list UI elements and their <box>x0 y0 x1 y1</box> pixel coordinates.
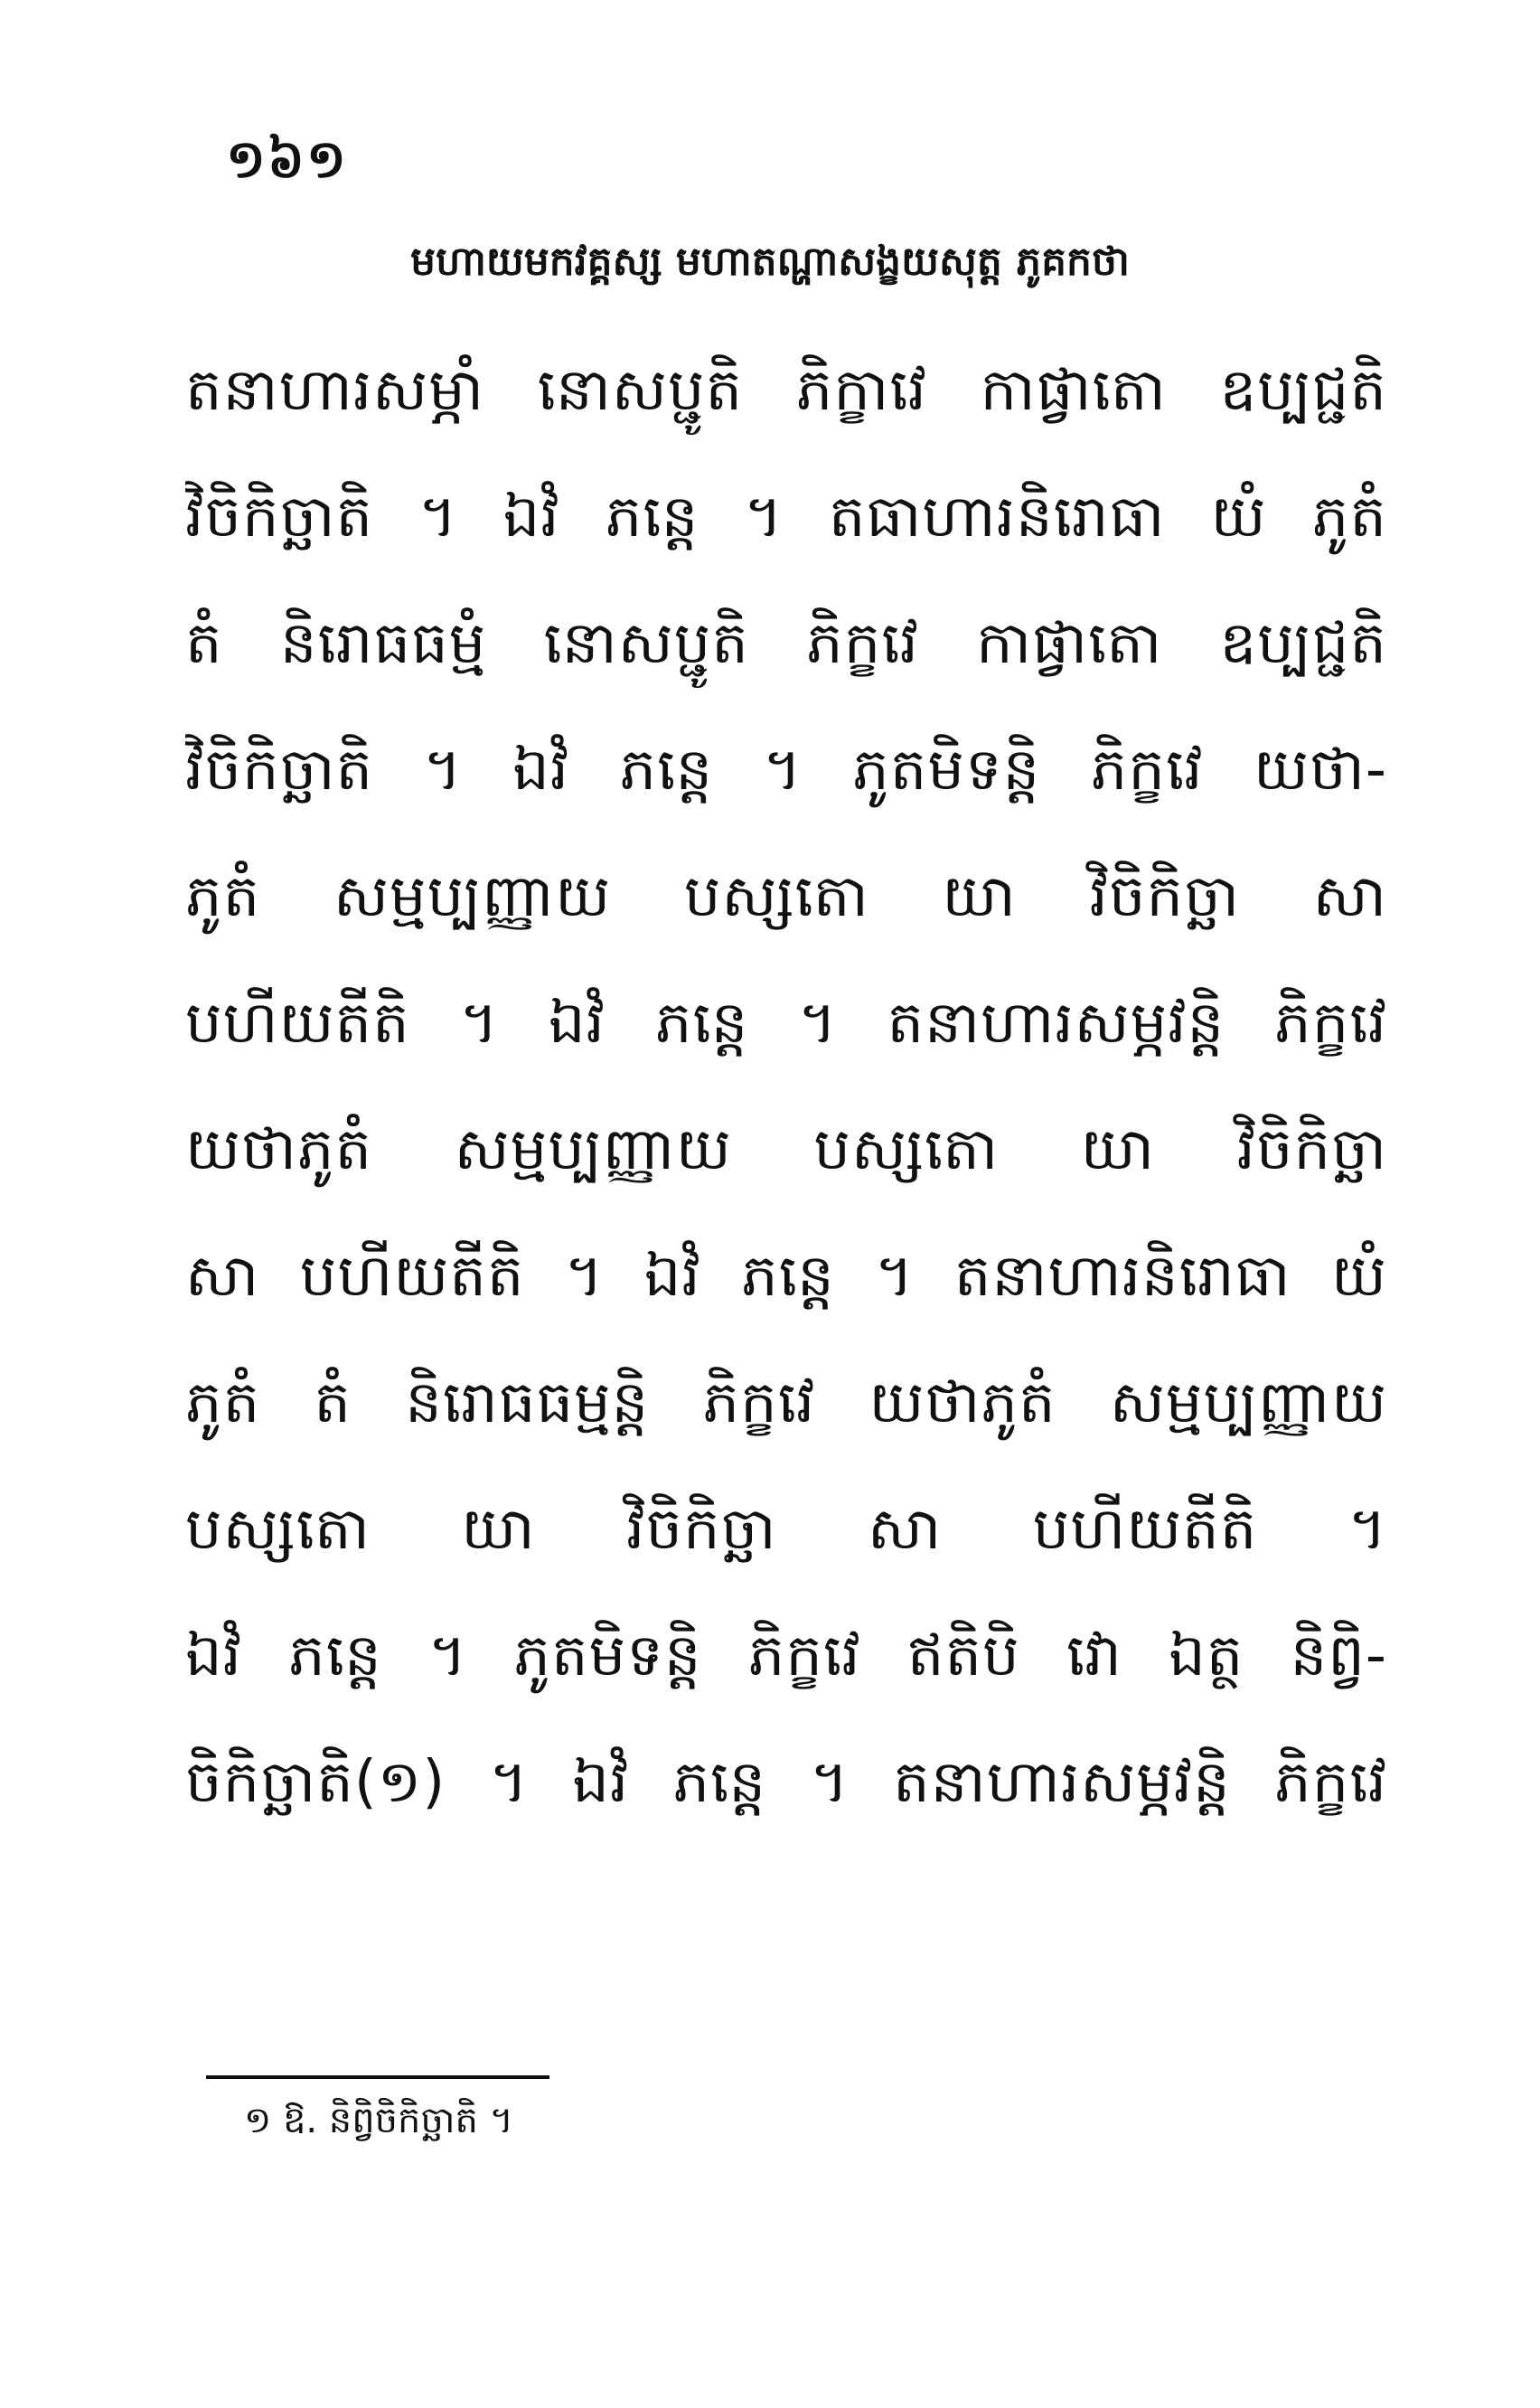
text-line: វិចិកិច្ឆាតិ ។ ឯវំ ភន្តេ ។ តធាហារនិរោធា យំ ភូតំ <box>185 484 1387 550</box>
text-line: បស្សតោ យា វិចិកិច្ឆា សា បហីយតីតិ ។ <box>185 1496 1387 1563</box>
text-line: ឯវំ ភន្តេ ។ ភូតមិទន្តិ ភិក្ខវេ ឥតិបិ វោ ឯត្ថ និព្វិ- <box>185 1623 1387 1689</box>
text-line: តនាហារសម្ភាំ នោសប្ជូតិ ភិក្ខាវេ កាផ្វាតោ ឧប្បជ្ជតិ <box>185 357 1387 424</box>
text-line: វិចិកិច្ឆាតិ ។ ឯវំ ភន្តេ ។ ភូតមិទន្តិ ភិក្ខវេ យថា- <box>185 737 1387 804</box>
text-line: សា បហីយតីតិ ។ ឯវំ ភន្តេ ។ តនាហារនិរោធា យំ <box>185 1243 1387 1310</box>
main-text <box>185 336 1387 1855</box>
text-line: ចិកិច្ឆាតិ(១) ។ ឯវំ ភន្តេ ។ តនាហារសម្ភវន្តិ ភិក្ខវេ <box>185 1749 1387 1816</box>
footnote-rule <box>206 2075 549 2079</box>
text-line: យថាភូតំ សម្មប្បញ្ញាយ បស្សតោ យា វិចិកិច្ឆា <box>185 1116 1387 1183</box>
page-number: ១៦១ <box>226 128 348 190</box>
text-line: ភូតំ តំ និរោធធម្មន្តិ ភិក្ខវេ យថាភូតំ សម្មប្បញ្ញាយ <box>185 1369 1387 1436</box>
text-line: បហីយតីតិ ។ ឯវំ ភន្តេ ។ តនាហារសម្ភវន្តិ ភិក្ខវេ <box>185 990 1387 1057</box>
text-line: តំ និរោធធម្មំ នោសប្ជូតិ ភិក្ខវេ កាផ្វាតោ ឧប្បជ្ជតិ <box>185 610 1387 677</box>
footnote: ១ ឱ. និព្វិចិកិច្ឆាតិ ។ <box>244 2100 513 2141</box>
text-line: ភូតំ សម្មប្បញ្ញាយ បស្សតោ យា វិចិកិច្ឆា សា <box>185 863 1387 930</box>
running-header: មហាយមកវគ្គស្ស មហាតណ្ហាសង្ខយសុត្ត ភូគកថា <box>410 239 1130 285</box>
